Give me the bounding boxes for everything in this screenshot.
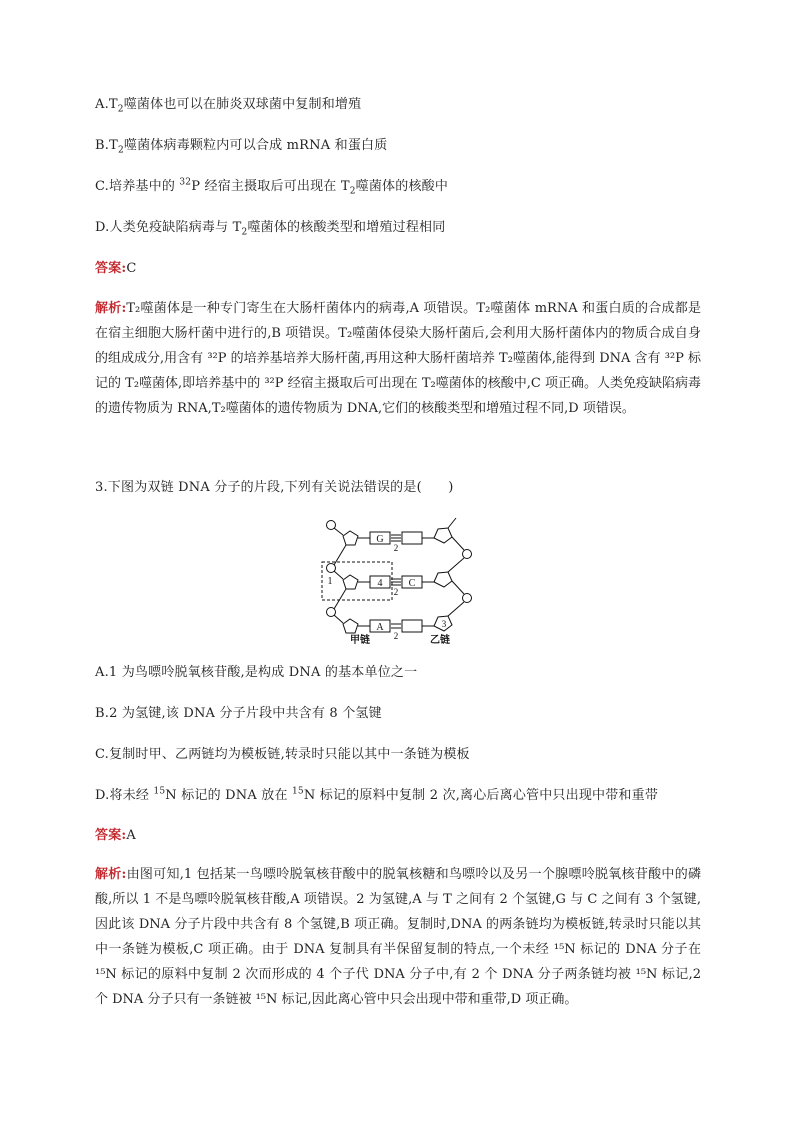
base-box-right-top: [402, 532, 422, 544]
q3-option-c: C.复制时甲、乙两链均为模板链,转录时只能以其中一条链为模板: [95, 747, 470, 762]
diagram-label-2-top: 2: [393, 543, 399, 553]
base-label-c: C: [408, 578, 416, 589]
q3-answer: [95, 827, 136, 845]
base-label-a: A: [376, 622, 384, 633]
q2-analysis: [95, 296, 701, 421]
answer-value: C: [126, 261, 137, 276]
analysis-label: 解析:: [95, 867, 127, 882]
phosphate-circle: [463, 550, 472, 559]
diagram-label-2-bottom: 2: [393, 631, 399, 641]
q2-option-b: $B.T_2$噬菌体病毒颗粒内可以合成 mRNA 和蛋白质: [95, 138, 388, 156]
dna-double-strand-diagram: [320, 512, 482, 644]
q3-option-a: A.1 为鸟嘌呤脱氧核苷酸,是构成 DNA 的基本单位之一: [95, 665, 418, 680]
diagram-label-2-mid: 2: [393, 587, 399, 597]
sugar-pentagon: [343, 531, 358, 545]
base-label-g: G: [376, 534, 384, 545]
q2-answer: [95, 260, 137, 278]
base-label-4: 4: [377, 578, 383, 589]
q3-analysis: [95, 862, 701, 1012]
q3-stem: 3.下图为双链 DNA 分子的片段,下列有关说法错误的是( ): [95, 480, 454, 495]
strand-label-left: 甲链: [350, 635, 370, 644]
sugar-pentagon: [434, 528, 452, 543]
analysis-text: T₂噬菌体是一种专门寄生在大肠杆菌体内的病毒,A 项错误。T₂噬菌体 mRNA 和蛋白质的合成都是在宿主细胞大肠杆菌中进行的,B 项错误。T₂噬菌体侵染大肠杆菌后,会利用大肠杆菌体内的物质合成自身的组成成分,用含有 ³²P 的培养基培养大肠杆菌,再用这种大肠杆菌培养 T₂噬菌体,能得到 DNA 含有 ³²P 标记的 T₂噬菌体,即培养基中的 ³²P 经宿主摄取后可出现在 T₂噬菌体的核酸中,C 项正确。人类免疫缺陷病毒的遗传物质为 RNA,T₂噬菌体的遗传物质为 DNA,它们的核酸类型和增殖过程不同,D 项错误。: [95, 301, 701, 416]
q2-option-d: D.人类免疫缺陷病毒与 $T_2$噬菌体的核酸类型和增殖过程相同: [95, 220, 446, 238]
base-box-right-bottom: [402, 620, 422, 632]
analysis-text: 由图可知,1 包括某一鸟嘌呤脱氧核苷酸中的脱氧核糖和鸟嘌呤以及另一个腺嘌呤脱氧核苷酸中的磷酸,所以 1 不是鸟嘌呤脱氧核苷酸,A 项错误。2 为氢键,A 与 T 之间有 2 个氢键,G 与 C 之间有 3 个氢键,因此该 DNA 分子片段中共含有 8 个氢键,B 项正确。复制时,DNA 的两条链均为模板链,转录时只能以其中一条链为模板,C 项正确。由于 DNA 复制具有半保留复制的特点,一个未经 ¹⁵N 标记的 DNA 分子在 ¹⁵N 标记的原料中复制 2 次而形成的 4 个子代 DNA 分子中,有 2 个 DNA 分子两条链均被 ¹⁵N 标记,2 个 DNA 分子只有一条链被 ¹⁵N 标记,因此离心管中只会出现中带和重带,D 项正确。: [95, 867, 701, 1007]
sugar-pentagon: [343, 619, 358, 633]
answer-label: 答案:: [95, 261, 127, 276]
hydrogen-bonds-at: [391, 624, 401, 628]
answer-label: 答案:: [95, 828, 127, 843]
analysis-label: 解析:: [95, 301, 127, 316]
diagram-label-1: 1: [327, 576, 333, 587]
q3-option-d: D.将未经 $^{15}$N 标记的 DNA 放在 $^{15}$N 标记的原料中复制 2 次,离心后离心管中只出现中带和重带: [95, 786, 659, 803]
phosphate-circle: [463, 594, 472, 603]
q3-option-b: B.2 为氢键,该 DNA 分子片段中共含有 8 个氢键: [95, 706, 382, 721]
sugar-pentagon: [343, 575, 358, 589]
hydrogen-bonds-gc: [391, 535, 401, 541]
q2-option-a: $A.T_2$噬菌体也可以在肺炎双球菌中复制和增殖: [95, 97, 362, 115]
answer-value: A: [126, 828, 136, 843]
q2-option-c: C.培养基中的 $^{32}$P 经宿主摄取后可出现在 $T_2$噬菌体的核酸中: [95, 177, 449, 197]
diagram-label-3: 3: [441, 619, 447, 629]
sugar-pentagon: [434, 572, 452, 587]
strand-label-right: 乙链: [430, 635, 450, 644]
